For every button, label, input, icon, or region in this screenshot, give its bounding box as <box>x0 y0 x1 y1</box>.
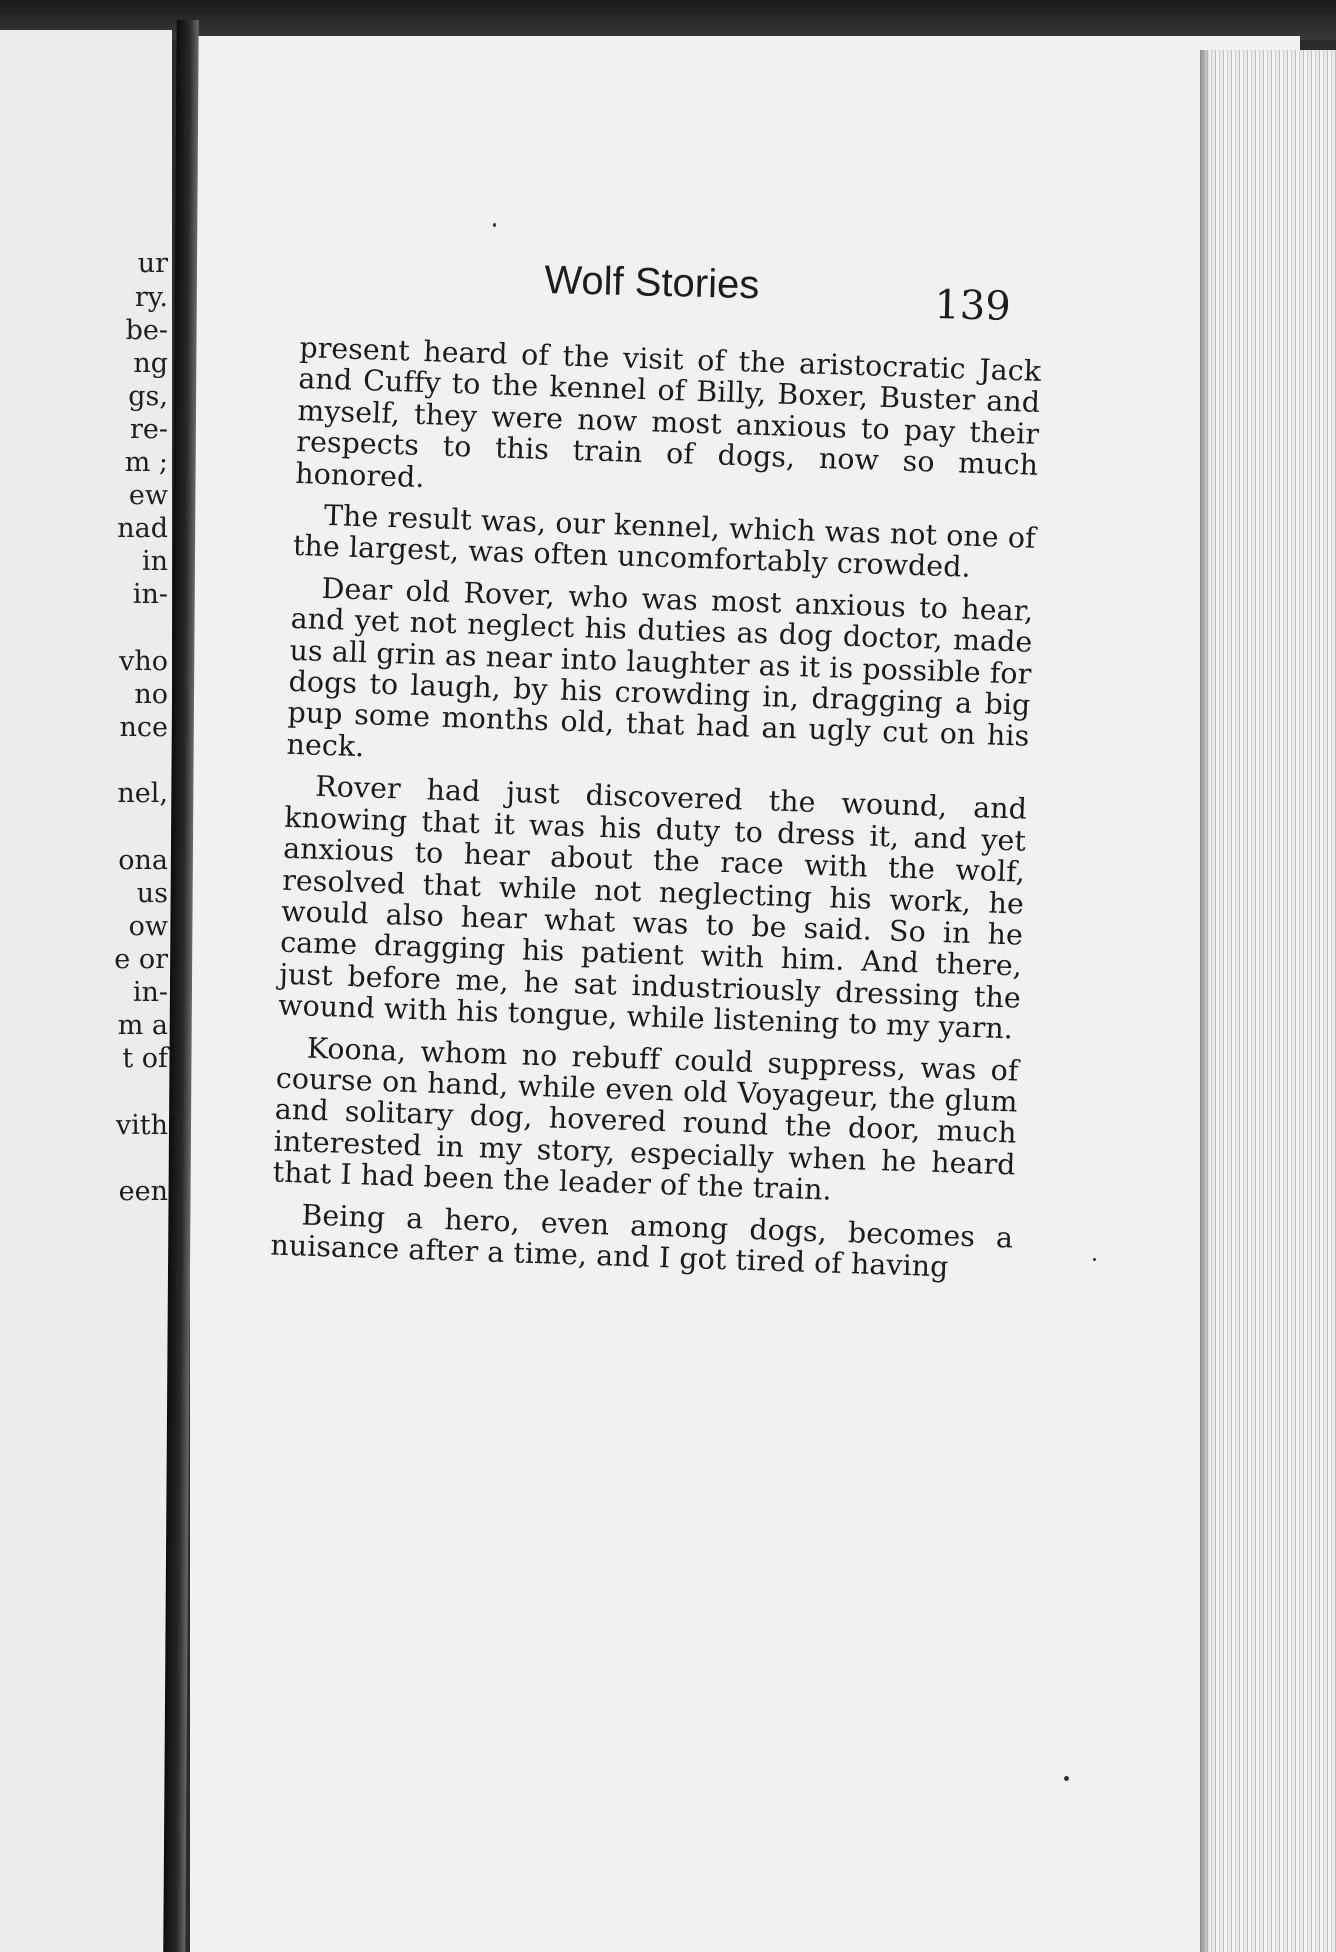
left-page-line: in <box>141 546 168 577</box>
left-page-line: be- <box>125 315 168 346</box>
left-page-line: nad <box>117 513 168 544</box>
left-facing-page <box>0 30 172 1952</box>
left-page-line: vho <box>119 646 168 677</box>
page-number: 139 <box>933 282 1012 330</box>
page-body-text <box>270 332 1042 1295</box>
paragraph: Dear old Rover, who was most anxious to hear, and yet not neglect his duties as dog doctor, made us all grin as near into laughter as it is possible for dogs to laugh, by his crowding in, dragging a big pup some months old, that had an ugly cut on his neck. <box>286 571 1034 764</box>
left-page-line: m a <box>117 1010 168 1041</box>
left-page-line: t of <box>122 1043 168 1074</box>
left-page-line: re- <box>129 414 168 445</box>
scan-speck <box>1093 1258 1096 1261</box>
left-page-line: m ; <box>124 447 168 478</box>
left-page-line: ry. <box>134 282 168 313</box>
left-page-line: ona <box>118 845 168 876</box>
left-page-line: us <box>136 878 168 909</box>
page-stack-edges <box>1200 50 1336 1952</box>
page-edge-shadow <box>1200 50 1210 1952</box>
scan-speck <box>493 223 496 227</box>
left-page-line: ur <box>137 248 168 279</box>
left-page-line: gs, <box>128 381 168 412</box>
left-page-line: ow <box>128 911 168 942</box>
left-page-line: ew <box>128 480 168 511</box>
scan-background <box>0 0 1336 40</box>
left-page-line: in- <box>132 977 168 1008</box>
paragraph: Being a hero, even among dogs, becomes a nuisance after a time, and I got tired of having <box>269 1198 1014 1284</box>
left-page-line: nel, <box>117 778 168 809</box>
paragraph: The result was, our kennel, which was not one of the largest, was often uncomfortably crowded. <box>292 498 1037 585</box>
left-page-line: in- <box>132 579 168 610</box>
left-page-line: no <box>134 679 168 710</box>
left-page-line: een <box>118 1176 168 1207</box>
left-page-line: nce <box>119 712 168 743</box>
running-head: Wolf Stories <box>543 258 760 308</box>
paragraph: Koona, whom no rebuff could suppress, was of course on hand, while even old Voyageur, the glum and solitary dog, hovered round the door, much interested in my story, especially when he heard that I had been the leader of the train. <box>272 1031 1020 1207</box>
left-page-line: ng <box>133 348 168 379</box>
paragraph: Rover had just discovered the wound, and knowing that it was his duty to dress it, and yet anxious to hear about the race with the wolf, resolved that while not neglecting his work, he would also hear what was to be said. So in he came dragging his patient with him. And there, just before me, he sat industriously dressing the wound with his tongue, while listening to my yarn. <box>277 770 1028 1046</box>
left-page-line: vith <box>115 1110 168 1141</box>
paragraph: present heard of the visit of the aristocratic Jack and Cuffy to the kennel of Billy, Boxer, Buster and myself, they were now most anxious to pay their respects to this train of dogs, now so much honored. <box>294 331 1042 494</box>
left-page-line: e or <box>114 944 168 975</box>
scan-speck <box>1064 1776 1069 1781</box>
